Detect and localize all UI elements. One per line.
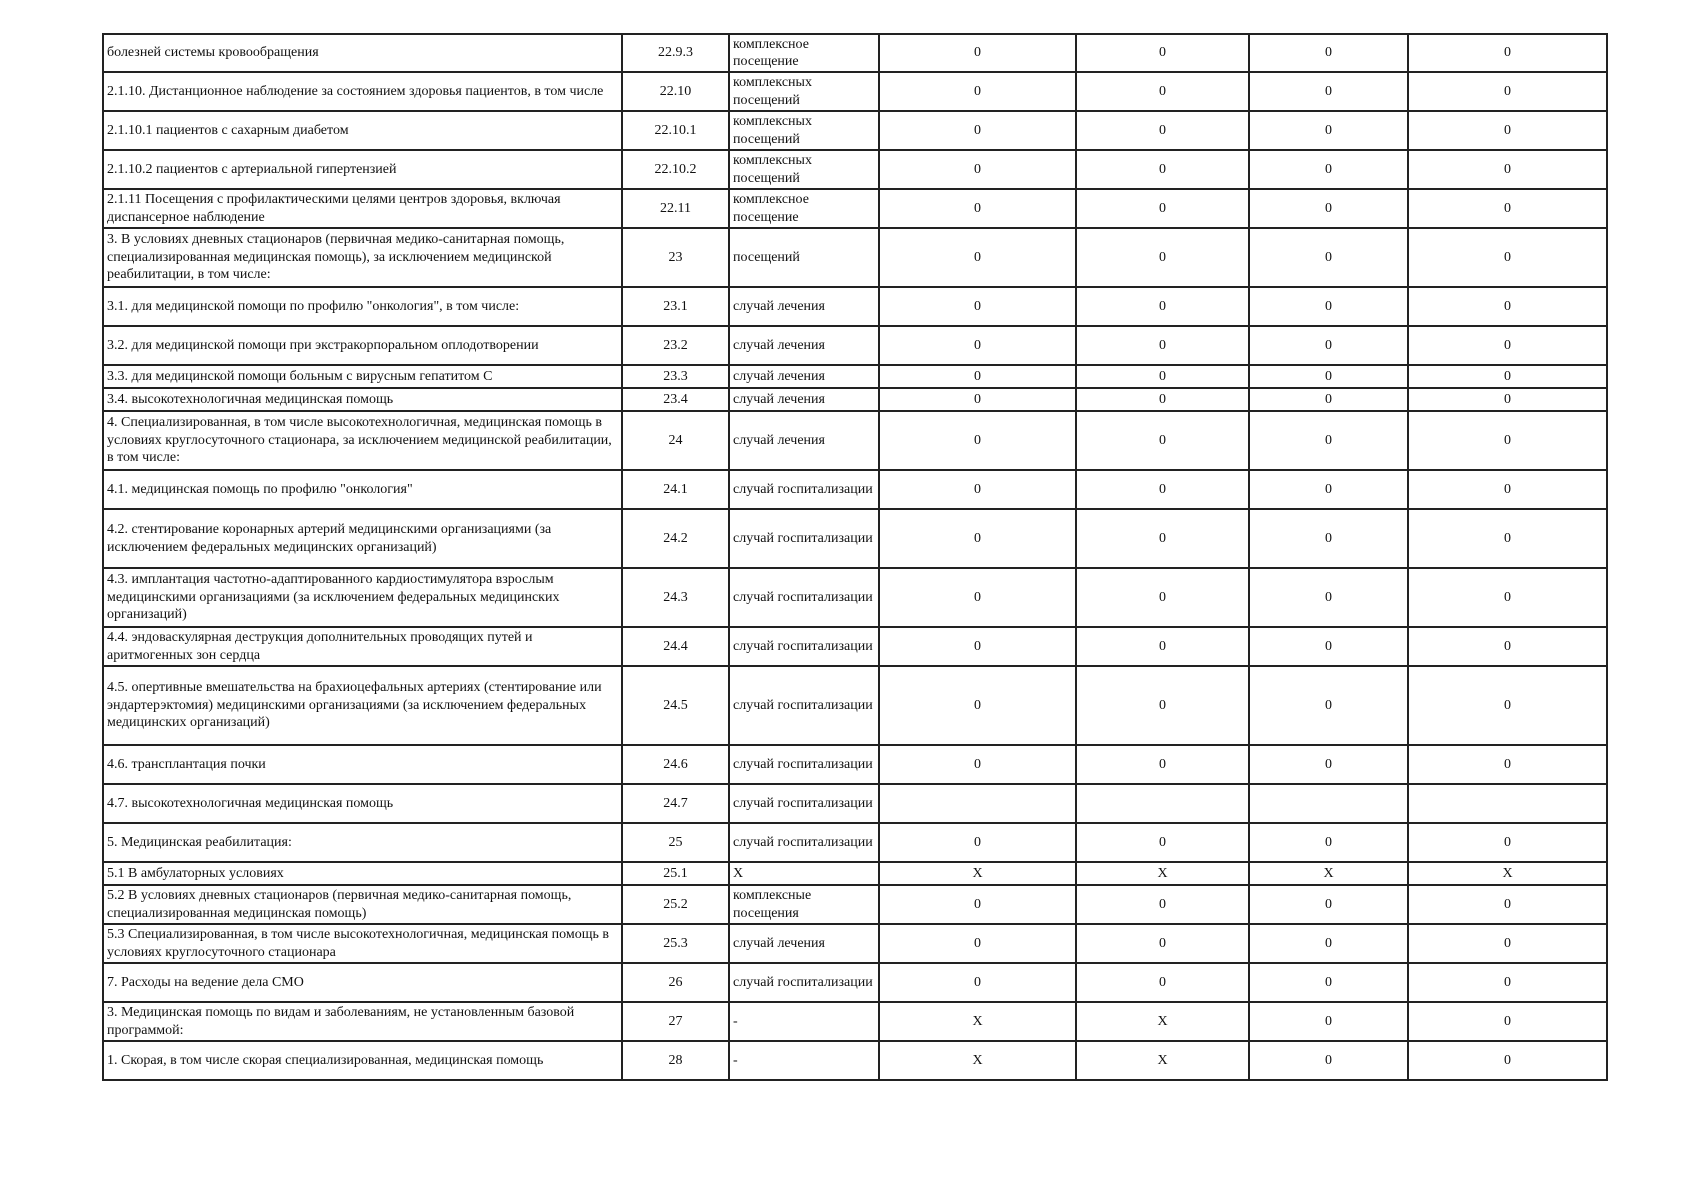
row-name-cell: 5.1 В амбулаторных условиях — [103, 862, 622, 885]
row-value-cell: 0 — [879, 111, 1076, 150]
row-unit-cell: комплексное посещение — [729, 34, 879, 72]
row-unit-cell: случай лечения — [729, 326, 879, 365]
row-value-cell: 0 — [1408, 509, 1607, 568]
row-value-cell: 0 — [1408, 34, 1607, 72]
row-name-cell: 3.4. высокотехнологичная медицинская помощь — [103, 388, 622, 411]
row-value-cell: 0 — [1408, 189, 1607, 228]
row-name-cell: 4.4. эндоваскулярная деструкция дополнительных проводящих путей и аритмогенных зон сердца — [103, 627, 622, 666]
row-value-cell: 0 — [1249, 568, 1408, 627]
row-code-cell: 24.4 — [622, 627, 729, 666]
row-value-cell: 0 — [1249, 228, 1408, 287]
row-code-cell: 23 — [622, 228, 729, 287]
row-unit-cell: случай госпитализации — [729, 823, 879, 862]
row-value-cell: 0 — [879, 388, 1076, 411]
row-value-cell: 0 — [1076, 326, 1249, 365]
row-value-cell: 0 — [1249, 1041, 1408, 1080]
row-value-cell: 0 — [1076, 627, 1249, 666]
row-code-cell: 23.1 — [622, 287, 729, 326]
row-unit-cell: комплексных посещений — [729, 150, 879, 189]
row-value-cell: 0 — [1408, 666, 1607, 745]
row-value-cell: 0 — [1076, 34, 1249, 72]
row-value-cell: 0 — [1408, 627, 1607, 666]
row-value-cell: 0 — [1408, 745, 1607, 784]
row-value-cell: 0 — [1076, 666, 1249, 745]
row-value-cell: 0 — [1249, 666, 1408, 745]
row-value-cell: 0 — [1076, 365, 1249, 388]
row-value-cell: 0 — [1408, 326, 1607, 365]
table-row — [103, 963, 1607, 1002]
row-code-cell: 25 — [622, 823, 729, 862]
row-value-cell: Х — [1076, 862, 1249, 885]
row-value-cell — [1249, 784, 1408, 823]
row-value-cell: 0 — [879, 411, 1076, 470]
row-value-cell: Х — [1249, 862, 1408, 885]
row-code-cell: 25.3 — [622, 924, 729, 963]
row-value-cell — [1076, 784, 1249, 823]
row-value-cell: 0 — [1076, 745, 1249, 784]
row-value-cell: 0 — [1408, 963, 1607, 1002]
row-code-cell: 22.11 — [622, 189, 729, 228]
table-row — [103, 568, 1607, 627]
row-code-cell: 23.3 — [622, 365, 729, 388]
row-code-cell: 23.2 — [622, 326, 729, 365]
table-row — [103, 228, 1607, 287]
table-row — [103, 885, 1607, 924]
row-code-cell: 24.3 — [622, 568, 729, 627]
table-body — [103, 34, 1607, 1080]
row-value-cell: 0 — [1408, 1041, 1607, 1080]
row-name-cell: 4.7. высокотехнологичная медицинская помощь — [103, 784, 622, 823]
row-unit-cell: Х — [729, 862, 879, 885]
row-unit-cell: случай лечения — [729, 287, 879, 326]
row-value-cell — [879, 784, 1076, 823]
row-name-cell: 4.2. стентирование коронарных артерий медицинскими организациями (за исключением федеральных медицинских организаций) — [103, 509, 622, 568]
table-row — [103, 189, 1607, 228]
row-value-cell: 0 — [879, 287, 1076, 326]
row-name-cell: 4.5. опертивные вмешательства на брахиоцефальных артериях (стентирование или эндартерэктомия) медицинскими организациями (за исключением федеральных медицинских организаций) — [103, 666, 622, 745]
table-row — [103, 862, 1607, 885]
row-value-cell: 0 — [1249, 627, 1408, 666]
row-value-cell: 0 — [1076, 228, 1249, 287]
row-code-cell: 22.10.2 — [622, 150, 729, 189]
row-value-cell: 0 — [879, 924, 1076, 963]
row-value-cell: 0 — [1249, 509, 1408, 568]
row-code-cell: 28 — [622, 1041, 729, 1080]
row-unit-cell: комплексных посещений — [729, 72, 879, 111]
row-unit-cell: случай госпитализации — [729, 963, 879, 1002]
row-value-cell: 0 — [1076, 823, 1249, 862]
row-value-cell: Х — [879, 862, 1076, 885]
row-name-cell: 5. Медицинская реабилитация: — [103, 823, 622, 862]
row-unit-cell: комплексное посещение — [729, 189, 879, 228]
row-unit-cell: случай госпитализации — [729, 745, 879, 784]
row-value-cell: 0 — [1408, 470, 1607, 509]
row-name-cell: 3.1. для медицинской помощи по профилю "онкология", в том числе: — [103, 287, 622, 326]
table-row — [103, 388, 1607, 411]
row-name-cell: 2.1.10. Дистанционное наблюдение за состоянием здоровья пациентов, в том числе — [103, 72, 622, 111]
row-value-cell: 0 — [879, 72, 1076, 111]
row-value-cell: 0 — [1408, 150, 1607, 189]
row-value-cell: 0 — [1076, 411, 1249, 470]
row-value-cell: 0 — [1249, 885, 1408, 924]
row-name-cell: 5.2 В условиях дневных стационаров (первичная медико-санитарная помощь, специализированная медицинская помощь) — [103, 885, 622, 924]
row-name-cell: 4.6. трансплантация почки — [103, 745, 622, 784]
row-name-cell: 3. Медицинская помощь по видам и заболеваниям, не установленным базовой программой: — [103, 1002, 622, 1041]
row-value-cell: 0 — [879, 627, 1076, 666]
row-value-cell: 0 — [1408, 111, 1607, 150]
row-value-cell: Х — [879, 1002, 1076, 1041]
row-value-cell: 0 — [879, 150, 1076, 189]
row-name-cell: 2.1.11 Посещения с профилактическими целями центров здоровья, включая диспансерное наблюдение — [103, 189, 622, 228]
row-value-cell: 0 — [1076, 470, 1249, 509]
row-value-cell: 0 — [1076, 150, 1249, 189]
row-value-cell: 0 — [1249, 189, 1408, 228]
row-unit-cell: комплексных посещений — [729, 111, 879, 150]
row-value-cell: 0 — [1076, 924, 1249, 963]
row-code-cell: 26 — [622, 963, 729, 1002]
row-value-cell: 0 — [1249, 34, 1408, 72]
row-value-cell: 0 — [879, 228, 1076, 287]
row-name-cell: болезней системы кровообращения — [103, 34, 622, 72]
row-unit-cell: - — [729, 1002, 879, 1041]
row-value-cell: 0 — [1408, 1002, 1607, 1041]
row-name-cell: 5.3 Специализированная, в том числе высокотехнологичная, медицинская помощь в условиях круглосуточного стационара — [103, 924, 622, 963]
row-value-cell: 0 — [1408, 72, 1607, 111]
row-code-cell: 27 — [622, 1002, 729, 1041]
row-value-cell: 0 — [1076, 189, 1249, 228]
table-row — [103, 470, 1607, 509]
row-value-cell: 0 — [879, 365, 1076, 388]
table-row — [103, 34, 1607, 72]
row-value-cell: 0 — [879, 34, 1076, 72]
row-value-cell: Х — [1408, 862, 1607, 885]
row-name-cell: 2.1.10.2 пациентов с артериальной гипертензией — [103, 150, 622, 189]
row-value-cell: 0 — [1249, 963, 1408, 1002]
row-value-cell: 0 — [1249, 924, 1408, 963]
row-value-cell: 0 — [1249, 388, 1408, 411]
row-value-cell: 0 — [1249, 745, 1408, 784]
row-value-cell: 0 — [879, 963, 1076, 1002]
row-value-cell — [1408, 784, 1607, 823]
table-row — [103, 365, 1607, 388]
row-unit-cell: случай лечения — [729, 411, 879, 470]
row-value-cell: 0 — [1076, 885, 1249, 924]
row-value-cell: 0 — [1408, 388, 1607, 411]
row-value-cell: 0 — [1408, 287, 1607, 326]
row-code-cell: 22.9.3 — [622, 34, 729, 72]
table-row — [103, 150, 1607, 189]
row-value-cell: 0 — [1076, 287, 1249, 326]
row-value-cell: 0 — [1408, 885, 1607, 924]
row-value-cell: 0 — [1076, 568, 1249, 627]
row-value-cell: 0 — [1249, 326, 1408, 365]
row-code-cell: 22.10.1 — [622, 111, 729, 150]
table-row — [103, 1002, 1607, 1041]
table-row — [103, 784, 1607, 823]
table-row — [103, 924, 1607, 963]
row-value-cell: 0 — [1249, 150, 1408, 189]
row-value-cell: 0 — [1249, 111, 1408, 150]
row-value-cell: Х — [1076, 1002, 1249, 1041]
row-name-cell: 4. Специализированная, в том числе высокотехнологичная, медицинская помощь в условиях круглосуточного стационара, за исключением медицинской реабилитации, в том числе: — [103, 411, 622, 470]
row-unit-cell: случай госпитализации — [729, 509, 879, 568]
table-row — [103, 509, 1607, 568]
row-unit-cell: случай госпитализации — [729, 784, 879, 823]
row-value-cell: 0 — [879, 745, 1076, 784]
data-table — [102, 33, 1608, 1081]
row-name-cell: 3.3. для медицинской помощи больным с вирусным гепатитом С — [103, 365, 622, 388]
row-unit-cell: случай госпитализации — [729, 470, 879, 509]
row-value-cell: 0 — [879, 509, 1076, 568]
row-code-cell: 24.1 — [622, 470, 729, 509]
row-unit-cell: случай госпитализации — [729, 627, 879, 666]
table-row — [103, 745, 1607, 784]
row-value-cell: 0 — [1249, 1002, 1408, 1041]
row-name-cell: 2.1.10.1 пациентов с сахарным диабетом — [103, 111, 622, 150]
row-name-cell: 4.3. имплантация частотно-адаптированного кардиостимулятора взрослым медицинскими организациями (за исключением федеральных медицинских организаций) — [103, 568, 622, 627]
row-value-cell: 0 — [1249, 365, 1408, 388]
row-unit-cell: случай госпитализации — [729, 666, 879, 745]
row-name-cell: 3.2. для медицинской помощи при экстракорпоральном оплодотворении — [103, 326, 622, 365]
row-code-cell: 24.6 — [622, 745, 729, 784]
row-value-cell: 0 — [1249, 470, 1408, 509]
row-name-cell: 3. В условиях дневных стационаров (первичная медико-санитарная помощь, специализированная медицинская помощь), за исключением медицинской реабилитации, в том числе: — [103, 228, 622, 287]
row-value-cell: 0 — [1076, 111, 1249, 150]
row-value-cell: 0 — [879, 326, 1076, 365]
table-row — [103, 287, 1607, 326]
row-unit-cell: случай лечения — [729, 388, 879, 411]
row-code-cell: 25.2 — [622, 885, 729, 924]
row-value-cell: 0 — [1408, 365, 1607, 388]
row-value-cell: 0 — [879, 470, 1076, 509]
row-code-cell: 24.2 — [622, 509, 729, 568]
table-row — [103, 823, 1607, 862]
row-value-cell: 0 — [1076, 963, 1249, 1002]
row-unit-cell: посещений — [729, 228, 879, 287]
row-unit-cell: комплексные посещения — [729, 885, 879, 924]
row-value-cell: 0 — [1249, 823, 1408, 862]
row-value-cell: Х — [1076, 1041, 1249, 1080]
row-code-cell: 22.10 — [622, 72, 729, 111]
row-code-cell: 24.5 — [622, 666, 729, 745]
row-value-cell: 0 — [879, 568, 1076, 627]
row-value-cell: 0 — [879, 823, 1076, 862]
row-value-cell: 0 — [1076, 509, 1249, 568]
row-value-cell: 0 — [1408, 823, 1607, 862]
row-value-cell: 0 — [1076, 388, 1249, 411]
row-name-cell: 7. Расходы на ведение дела СМО — [103, 963, 622, 1002]
table-row — [103, 666, 1607, 745]
row-name-cell: 4.1. медицинская помощь по профилю "онкология" — [103, 470, 622, 509]
row-code-cell: 24.7 — [622, 784, 729, 823]
row-code-cell: 25.1 — [622, 862, 729, 885]
row-unit-cell: случай лечения — [729, 365, 879, 388]
table-row — [103, 72, 1607, 111]
row-name-cell: 1. Скорая, в том числе скорая специализированная, медицинская помощь — [103, 1041, 622, 1080]
table-row — [103, 411, 1607, 470]
row-value-cell: 0 — [1408, 924, 1607, 963]
row-value-cell: 0 — [879, 885, 1076, 924]
row-value-cell: 0 — [1249, 287, 1408, 326]
row-value-cell: 0 — [1408, 568, 1607, 627]
table-row — [103, 627, 1607, 666]
row-value-cell: Х — [879, 1041, 1076, 1080]
row-unit-cell: случай госпитализации — [729, 568, 879, 627]
table-row — [103, 1041, 1607, 1080]
row-code-cell: 23.4 — [622, 388, 729, 411]
row-value-cell: 0 — [1249, 411, 1408, 470]
row-code-cell: 24 — [622, 411, 729, 470]
row-value-cell: 0 — [1249, 72, 1408, 111]
row-value-cell: 0 — [1076, 72, 1249, 111]
row-value-cell: 0 — [1408, 411, 1607, 470]
table-row — [103, 326, 1607, 365]
row-value-cell: 0 — [879, 666, 1076, 745]
row-value-cell: 0 — [879, 189, 1076, 228]
row-value-cell: 0 — [1408, 228, 1607, 287]
row-unit-cell: случай лечения — [729, 924, 879, 963]
row-unit-cell: - — [729, 1041, 879, 1080]
table-row — [103, 111, 1607, 150]
